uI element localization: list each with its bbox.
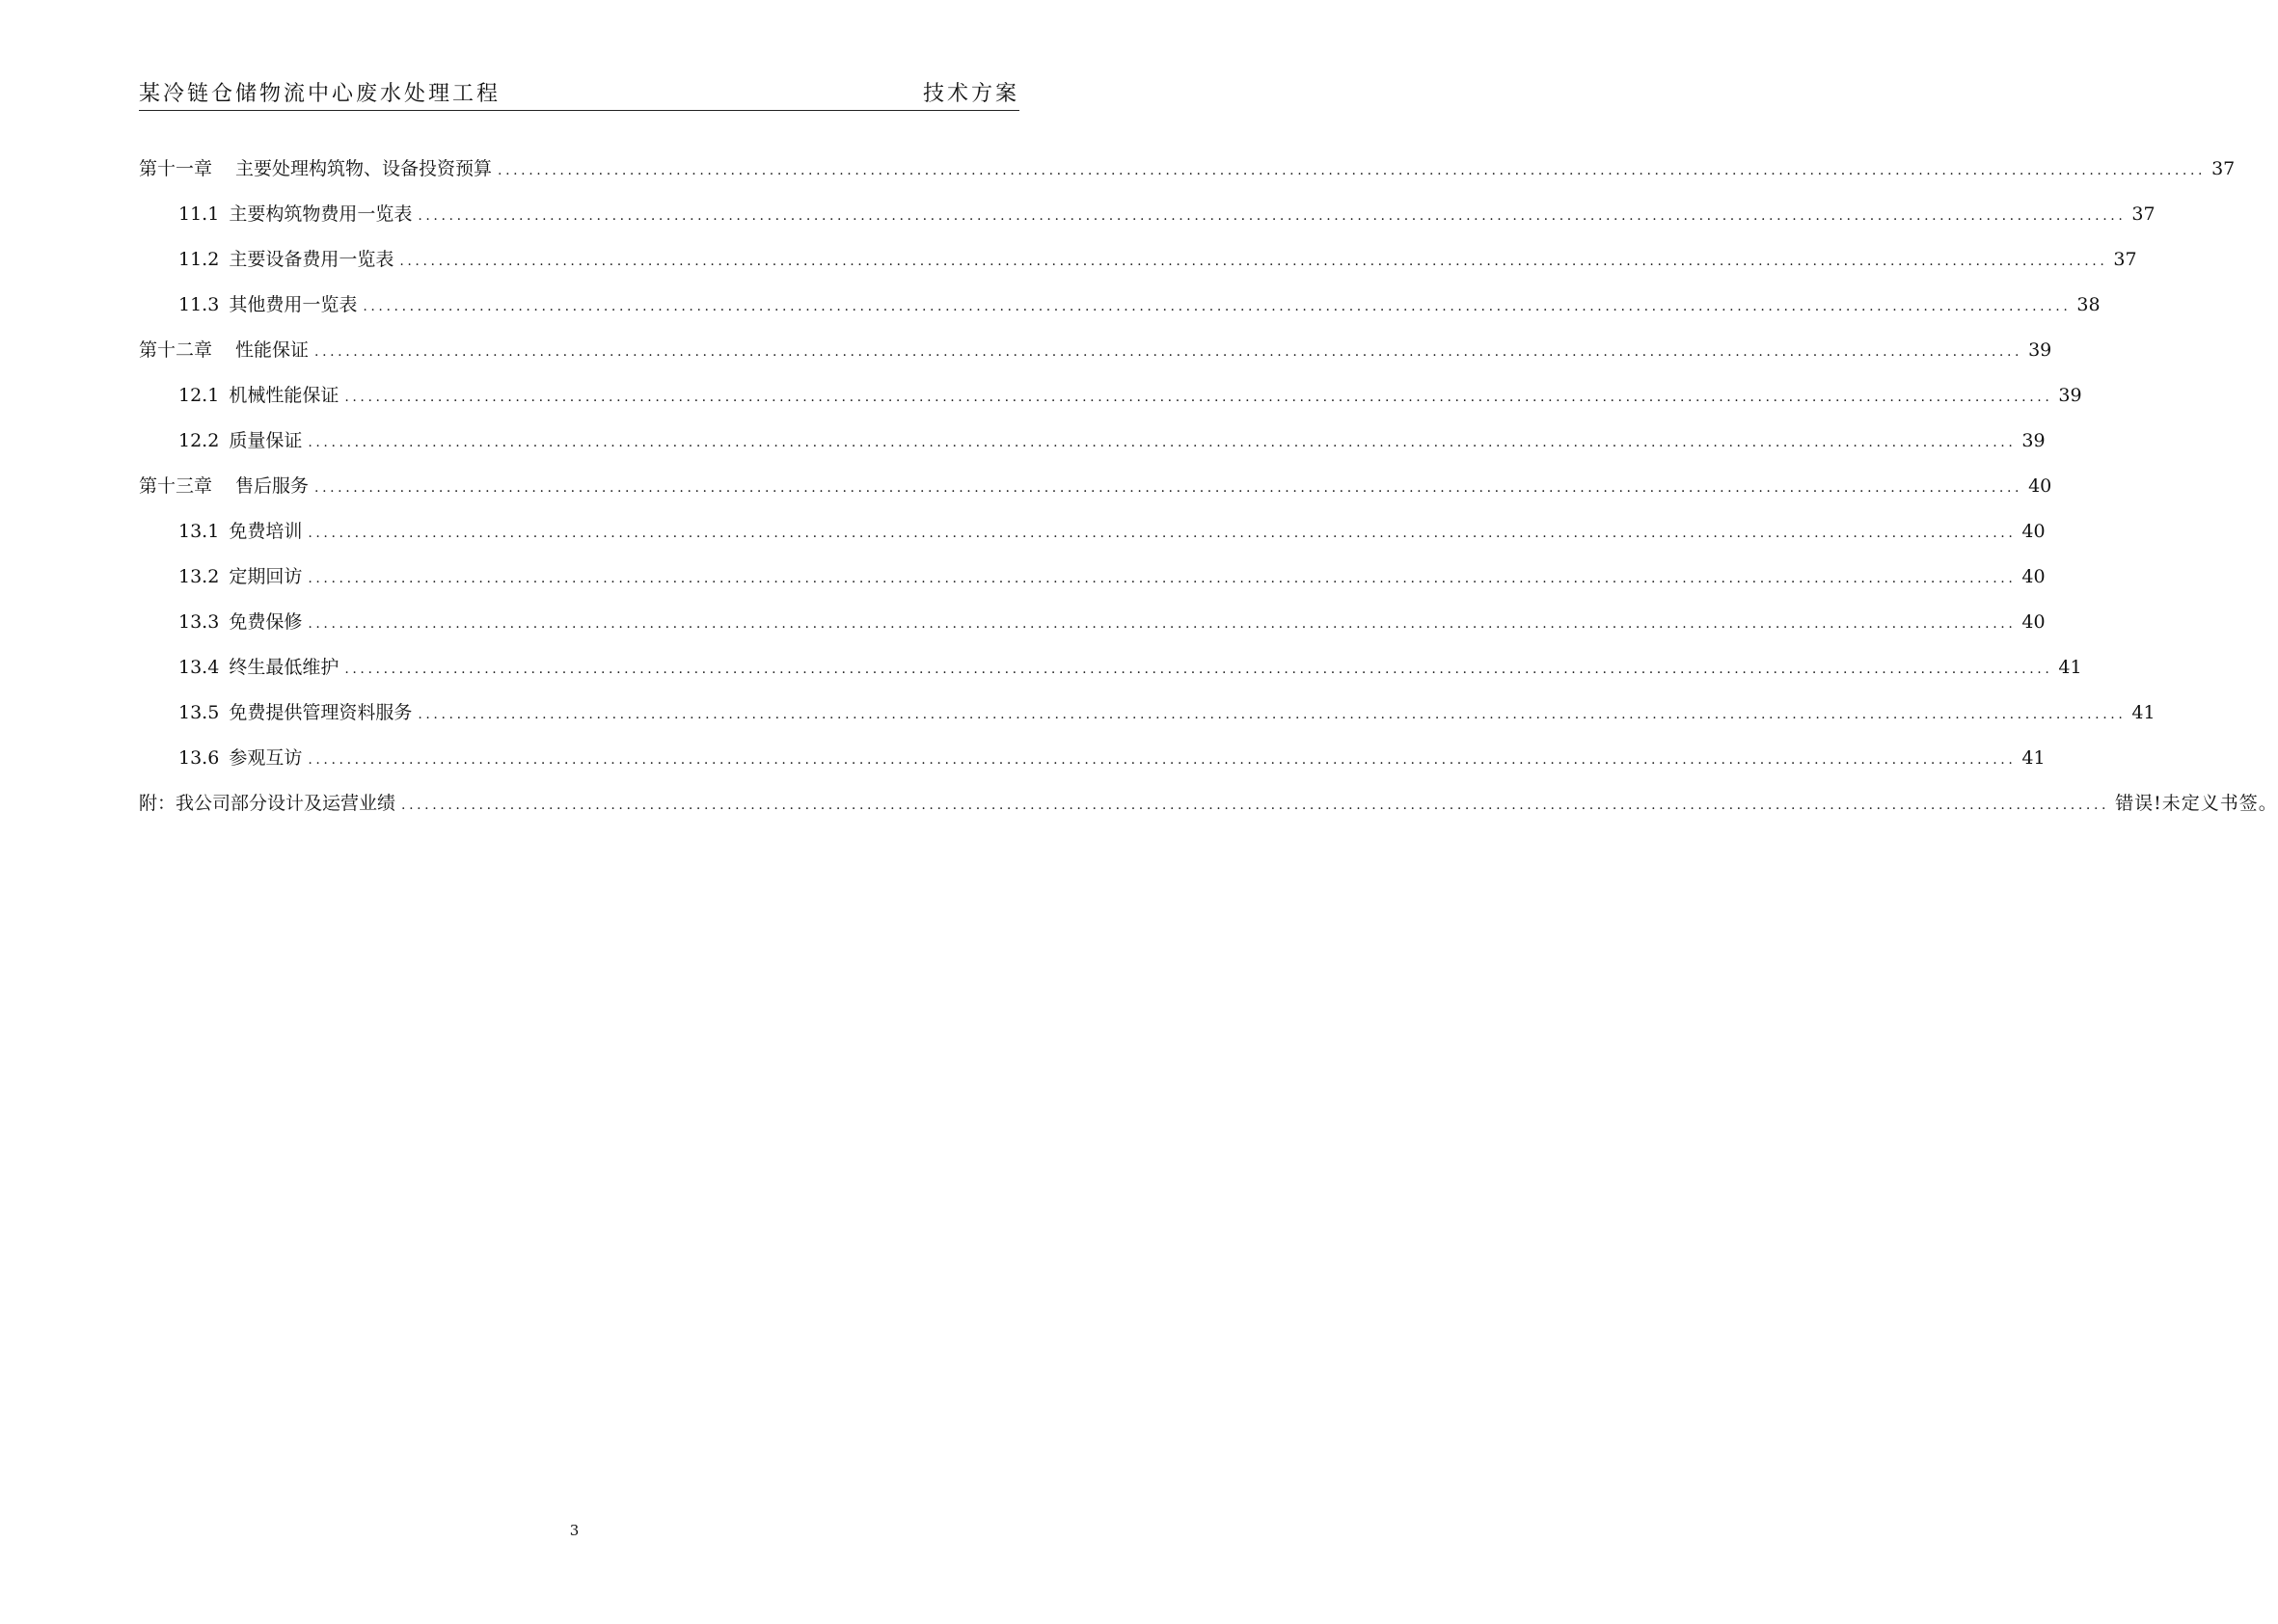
toc-entry-number: 11.2: [178, 248, 220, 270]
toc-entry-page: 37: [2113, 248, 2137, 270]
toc-entry-title: 其他费用一览表: [229, 293, 358, 315]
dot-leader: ............................................................................................................................................................................................................................: [344, 661, 2053, 677]
toc-entry-chapter-11[interactable]: [139, 146, 2236, 191]
dot-leader: ............................................................................................................................................................................................................................: [418, 706, 2127, 722]
dot-leader: ............................................................................................................................................................................................................................: [308, 570, 2017, 586]
toc-entry-12-1[interactable]: [139, 372, 2082, 418]
toc-entry-13-2[interactable]: [139, 554, 2046, 599]
toc-entry-13-3[interactable]: [139, 599, 2046, 644]
toc-entry-chapter-13[interactable]: [139, 463, 2052, 508]
toc-entry-title: 性能保证: [235, 338, 310, 361]
toc-entry-title: 机械性能保证: [229, 384, 339, 406]
toc-entry-number: 13.6: [178, 746, 220, 769]
dot-leader: ............................................................................................................................................................................................................................: [314, 343, 2023, 360]
toc-entry-number: 12.2: [178, 429, 220, 451]
toc-entry-13-5[interactable]: [139, 690, 2156, 735]
toc-entry-page: 37: [2211, 157, 2236, 179]
toc-entry-number: 12.1: [178, 384, 220, 406]
dot-leader: ............................................................................................................................................................................................................................: [308, 434, 2017, 450]
toc-entry-11-1[interactable]: [139, 191, 2156, 236]
toc-entry-page: 41: [2021, 746, 2046, 769]
toc-entry-title: 售后服务: [235, 474, 310, 497]
toc-entry-12-2[interactable]: [139, 418, 2046, 463]
toc-entry-page: 38: [2076, 293, 2101, 315]
toc-entry-number: 13.5: [178, 701, 220, 723]
dot-leader: ............................................................................................................................................................................................................................: [401, 797, 2110, 813]
toc-entry-13-4[interactable]: [139, 644, 2082, 690]
dot-leader: ............................................................................................................................................................................................................................: [314, 479, 2023, 496]
toc-entry-title: 免费培训: [229, 520, 303, 542]
toc-entry-number: 13.2: [178, 565, 220, 587]
toc-entry-page: 39: [2028, 338, 2052, 361]
toc-entry-number: 13.4: [178, 656, 220, 678]
toc-entry-11-3[interactable]: [139, 282, 2101, 327]
toc-entry-13-1[interactable]: [139, 508, 2046, 554]
toc-entry-13-6[interactable]: [139, 735, 2046, 780]
dot-leader: ............................................................................................................................................................................................................................: [344, 389, 2053, 405]
page-header: [139, 81, 1019, 111]
dot-leader: ............................................................................................................................................................................................................................: [308, 615, 2017, 632]
toc-entry-page: 40: [2028, 474, 2052, 497]
toc-entry-page: 40: [2021, 565, 2046, 587]
toc-entry-title: 免费保修: [229, 610, 303, 633]
toc-entry-number: 第十三章: [139, 474, 213, 497]
dot-leader: ............................................................................................................................................................................................................................: [363, 298, 2072, 314]
toc-entry-title: 免费提供管理资料服务: [229, 701, 413, 723]
dot-leader: ............................................................................................................................................................................................................................: [418, 207, 2127, 224]
toc-entry-title: 附：我公司部分设计及运营业绩: [139, 792, 396, 814]
dot-leader: ............................................................................................................................................................................................................................: [498, 162, 2207, 178]
header-doc-type: 技术方案: [922, 82, 1019, 106]
toc-entry-number: 第十一章: [139, 157, 213, 179]
toc-entry-title: 主要设备费用一览表: [229, 248, 394, 270]
dot-leader: ............................................................................................................................................................................................................................: [399, 253, 2108, 269]
toc-entry-title: 质量保证: [229, 429, 303, 451]
toc-entry-page: 40: [2021, 520, 2046, 542]
toc-entry-page: 41: [2058, 656, 2082, 678]
header-title: 某冷链仓储物流中心废水处理工程: [139, 82, 502, 106]
toc-entry-title: 定期回访: [229, 565, 303, 587]
toc-entry-title: 主要构筑物费用一览表: [229, 203, 413, 225]
toc-entry-number: 第十二章: [139, 338, 213, 361]
toc-entry-page: 39: [2058, 384, 2082, 406]
toc-entry-11-2[interactable]: [139, 236, 2137, 282]
toc-entry-page: 37: [2131, 203, 2156, 225]
toc-entry-chapter-12[interactable]: [139, 327, 2052, 372]
toc-entry-title: 终生最低维护: [229, 656, 339, 678]
toc-entry-page: 41: [2131, 701, 2156, 723]
toc-entry-number: 11.3: [178, 293, 220, 315]
toc-entry-title: 主要处理构筑物、设备投资预算: [235, 157, 493, 179]
toc-entry-number: 13.1: [178, 520, 220, 542]
toc-entry-page: 错误!未定义书签。: [2115, 792, 2278, 814]
toc-entry-page: 40: [2021, 610, 2046, 633]
toc-entry-page: 39: [2021, 429, 2046, 451]
page-number: 3: [569, 1522, 580, 1539]
toc-entry-appendix[interactable]: [139, 780, 2278, 826]
toc-entry-number: 11.1: [178, 203, 220, 225]
toc-entry-number: 13.3: [178, 610, 220, 633]
dot-leader: ............................................................................................................................................................................................................................: [308, 751, 2017, 768]
table-of-contents: [139, 146, 2278, 826]
dot-leader: ............................................................................................................................................................................................................................: [308, 525, 2017, 541]
toc-entry-title: 参观互访: [229, 746, 303, 769]
